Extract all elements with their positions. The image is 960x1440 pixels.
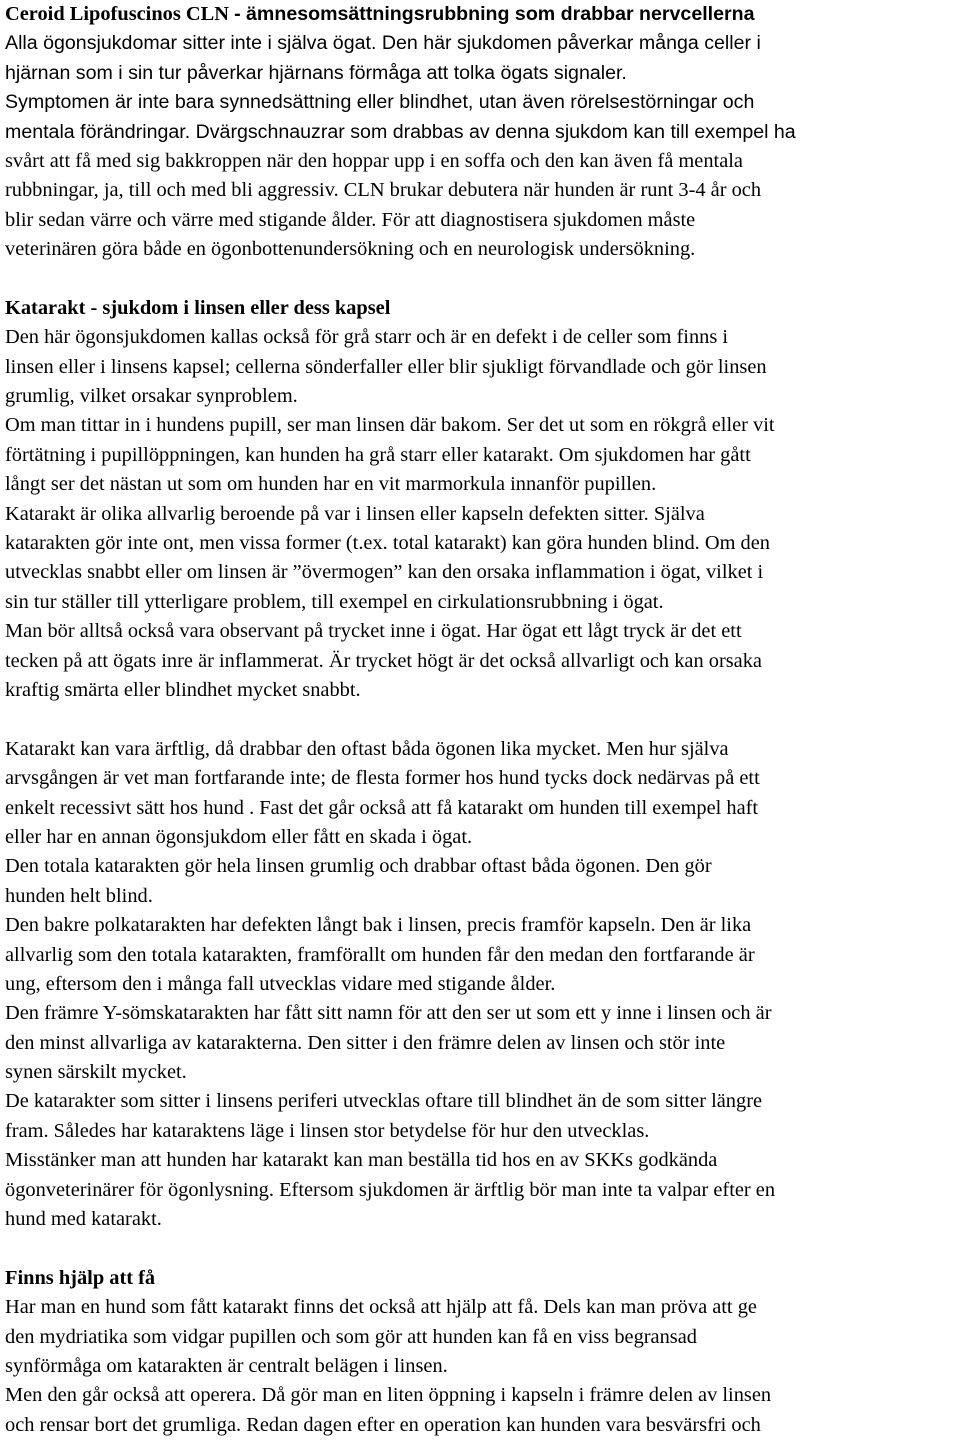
paragraph-line: De katarakter som sitter i linsens periferi utvecklas oftare till blindhet än de som sitter längre [5,1090,763,1113]
paragraph-line: tecken på att ögats inre är inflammerat. Är trycket högt är det också allvarligt och kan orsaka [5,649,762,672]
paragraph-line: Den bakre polkatarakten har defekten långt bak i linsen, precis framför kapseln. Den är lika [5,914,752,937]
paragraph-line: linsen eller i linsens kapsel; cellerna sönderfaller eller blir sjukligt förvandlade och gör linsen [5,355,767,378]
paragraph-line: synen särskilt mycket. [5,1061,187,1084]
paragraph-line: Har man en hund som fått katarakt finns det också att hjälp att få. Dels kan man pröva att ge [5,1296,757,1319]
paragraph-line: förtätning i pupillöppningen, kan hunden ha grå starr eller katarakt. Om sjukdomen har gått [5,443,751,466]
paragraph-gap [5,1234,960,1263]
paragraph-line: Den totala katarakten gör hela linsen grumlig och drabbar oftast båda ögonen. Den gör [5,855,712,878]
section-heading [5,0,960,29]
section-finns-hjalp [5,1264,960,1440]
paragraph-line [5,118,960,147]
paragraph-line: långt ser det nästan ut som om hunden har en vit marmorkula innanför pupillen. [5,473,657,496]
paragraph-line: Man bör alltså också vara observant på trycket inne i ögat. Har ögat ett lågt tryck är det ett [5,620,742,643]
paragraph-line: hunden helt blind. [5,884,153,907]
heading-bold: Finns hjälp att få [5,1266,156,1289]
heading-bold: Katarakt [5,296,86,319]
paragraph-line: Katarakt kan vara ärftlig, då drabbar den oftast båda ögonen lika mycket. Men hur själva [5,737,729,760]
paragraph-line: den minst allvarliga av katarakterna. Den sitter i den främre delen av linsen och stör inte [5,1031,726,1054]
paragraph-line-text: mentala förändringar. Dvärgschnauzrar som drabbas av denna sjukdom kan till exempel ha [5,120,796,143]
section-heading [5,1264,960,1293]
heading-rest: - sjukdom i linsen eller dess kapsel [85,296,391,319]
paragraph-line: Den här ögonsjukdomen kallas också för grå starr och är en defekt i de celler som finns i [5,326,729,349]
paragraph-line: hjärnan som i sin tur påverkar hjärnans förmåga att tolka ögats signaler. [5,61,627,84]
paragraph-line: Alla ögonsjukdomar sitter inte i själva ögat. Den här sjukdomen påverkar många celler i [5,32,761,55]
paragraph-line: den mydriatika som vidgar pupillen och som gör att hunden kan få en viss begransad [5,1325,697,1348]
heading-bold: Ceroid Lipofuscinos CLN [5,3,235,25]
paragraph-line: arvsgången är vet man fortfarande inte; de flesta former hos hund tycks dock nedärvas på ett [5,767,760,790]
paragraph-line: Om man tittar in i hundens pupill, ser man linsen där bakom. Ser det ut som en rökgrå eller vit [5,414,775,437]
paragraph-line: grumlig, vilket orsakar synproblem. [5,385,298,408]
paragraph-line: och rensar bort det grumliga. Redan dagen efter en operation kan hunden vara besvärsfri och [5,1413,761,1436]
paragraph-line: blir sedan värre och värre med stigande ålder. För att diagnostisera sjukdomen måste [5,208,696,231]
paragraph-gap [5,265,960,294]
paragraph-line: sin tur ställer till ytterligare problem, till exempel en cirkulationsrubbning i ögat. [5,590,664,613]
paragraph-gap [5,705,960,734]
paragraph-line: Den främre Y-sömskatarakten har fått sitt namn för att den ser ut som ett y inne i linsen och är [5,1002,772,1025]
paragraph-line: eller har en annan ögonsjukdom eller fått en skada i ögat. [5,825,473,848]
paragraph-line: ung, eftersom den i många fall utvecklas vidare med stigande ålder. [5,972,556,995]
paragraph-line: enkelt recessivt sätt hos hund . Fast det går också att få katarakt om hunden till exempel haft [5,796,759,819]
paragraph-line: synförmåga om katarakten är centralt belägen i linsen. [5,1354,448,1377]
section-katarakt [5,294,960,1235]
paragraph-line: veterinären göra både en ögonbottenundersökning och en neurologisk undersökning. [5,238,696,261]
paragraph-line: katarakten gör inte ont, men vissa former (t.ex. total katarakt) kan göra hunden blind. Om den [5,532,770,555]
paragraph-line: Misstänker man att hunden har katarakt kan man beställa tid hos en av SKKs godkända [5,1149,718,1172]
paragraph-line: fram. Således har kataraktens läge i linsen stor betydelse för hur den utvecklas. [5,1119,650,1142]
section-cln [5,0,960,265]
paragraph-line: utvecklas snabbt eller om linsen är ”övermogen” kan den orsaka inflammation i ögat, vilket i [5,561,764,584]
paragraph-line: svårt att få med sig bakkroppen när den hoppar upp i en soffa och den kan även få mentala [5,149,743,172]
section-heading [5,294,960,323]
heading-rest: - ämnesomsättningsrubbning som drabbar nervcellerna [234,3,755,25]
document-page [5,0,960,1440]
paragraph-line: rubbningar, ja, till och med bli aggressiv. CLN brukar debutera när hunden är runt 3-4 år och [5,179,762,202]
paragraph-line: ögonveterinärer för ögonlysning. Eftersom sjukdomen är ärftlig bör man inte ta valpar efter en [5,1178,776,1201]
paragraph-line: Katarakt är olika allvarlig beroende på var i linsen eller kapseln defekten sitter. Själva [5,502,705,525]
paragraph-line: Symptomen är inte bara synnedsättning eller blindhet, utan även rörelsestörningar och [5,91,755,114]
paragraph-line: allvarlig som den totala katarakten, framförallt om hunden får den medan den fortfarande är [5,943,755,966]
paragraph-line: hund med katarakt. [5,1208,162,1231]
paragraph-line: kraftig smärta eller blindhet mycket snabbt. [5,678,361,701]
paragraph-line: Men den går också att operera. Då gör man en liten öppning i kapseln i främre delen av linsen [5,1384,772,1407]
